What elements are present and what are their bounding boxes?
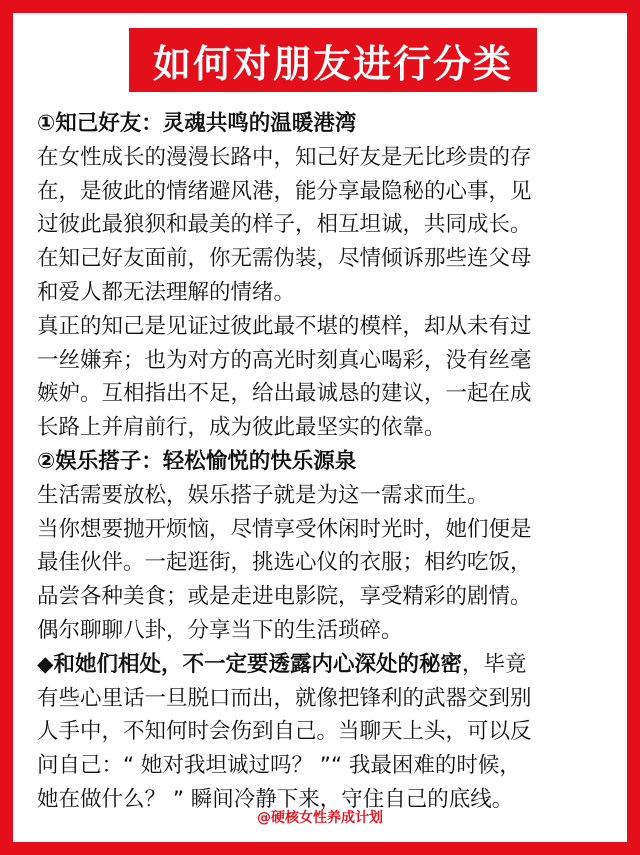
section1-line: 在知己好友面前，你无需伪装，尽情倾诉那些连父母 — [37, 246, 532, 272]
content-card — [13, 13, 627, 842]
section2-line: 品尝各种美食；或是走进电影院，享受精彩的剧情。 — [37, 584, 532, 610]
page-title: 如何对朋友进行分类 — [152, 41, 513, 86]
tip-line: 问自己：“ 她对我坦诚过吗？ ”“ 我最困难的时候， — [37, 753, 521, 779]
section2-line: 当你想要抛开烦恼，尽情享受休闲时光时，她们便是 — [37, 516, 532, 542]
tip-first-line-rest: ，毕竟 — [462, 651, 527, 677]
title-banner — [129, 28, 537, 92]
section1-line: 嫉妒。互相指出不足，给出最诚恳的建议，一起在成 — [37, 381, 532, 407]
section1-line: 和爱人都无法理解的情绪。 — [37, 279, 296, 305]
section1-line: 长路上并肩前行，成为彼此最坚实的依靠。 — [37, 415, 446, 441]
article-body — [37, 107, 631, 817]
section1-line: 过彼此最狼狈和最美的样子，相互坦诚，共同成长。 — [37, 212, 532, 238]
tip-line: 人手中，不知何时会伤到自己。当聊天上头，可以反 — [37, 719, 532, 745]
section1-heading: ①知己好友：灵魂共鸣的温暖港湾 — [37, 111, 357, 136]
section1-line: 一丝嫌弃；也为对方的高光时刻真心喝彩，没有丝毫 — [37, 347, 532, 373]
tip-bold-text: ◆和她们相处，不一定要透露内心深处的秘密 — [37, 651, 463, 677]
section2-heading: ②娱乐搭子：轻松愉悦的快乐源泉 — [37, 448, 357, 474]
section2-line: 生活需要放松，娱乐搭子就是为这一需求而生。 — [37, 482, 489, 508]
tip-line: 她在做什么？ ” 瞬间冷静下来，守住自己的底线。 — [37, 786, 514, 812]
section1-line: 在女性成长的漫漫长路中，知己好友是无比珍贵的存 — [37, 144, 532, 170]
tip-line: 有些心里话一旦脱口而出，就像把锋利的武器交到别 — [37, 685, 532, 711]
section2-line: 偶尔聊聊八卦，分享当下的生活琐碎。 — [37, 617, 403, 643]
tip-first-line — [37, 648, 631, 682]
section2-line: 最佳伙伴。一起逛街，挑选心仪的衣服；相约吃饭， — [37, 550, 532, 576]
section1-line: 在，是彼此的情绪避风港，能分享最隐秘的心事，见 — [37, 178, 532, 204]
author-watermark: @硬核女性养成计划 — [257, 810, 383, 826]
section1-line: 真正的知己是见证过彼此最不堪的模样，却从未有过 — [37, 313, 532, 339]
